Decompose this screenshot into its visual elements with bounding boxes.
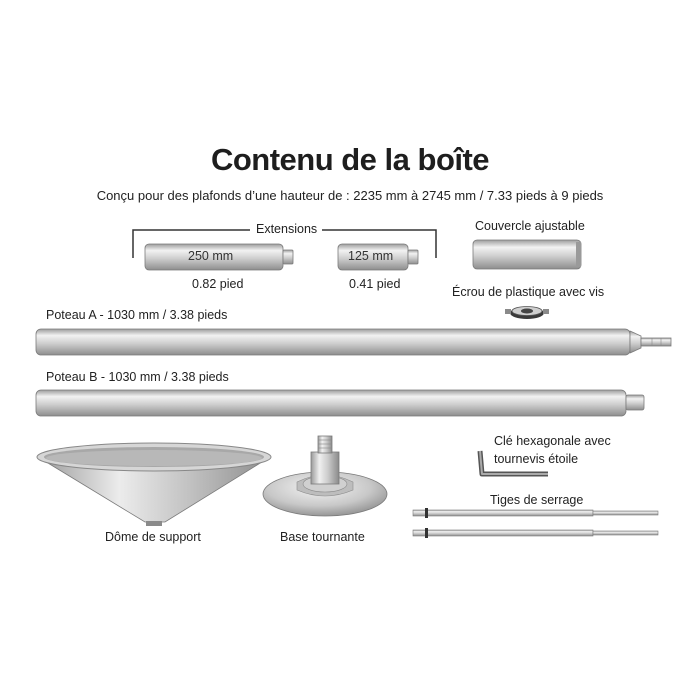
- extensions-label: Extensions: [256, 222, 318, 236]
- hex-key-label-line2: tournevis étoile: [494, 452, 579, 466]
- nut-label: Écrou de plastique avec vis: [452, 285, 605, 299]
- cover-label: Couvercle ajustable: [475, 219, 585, 233]
- page-subtitle: Conçu pour des plafonds d’une hauteur de : 2235 mm à 2745 mm / 7.33 pieds à 9 pieds: [96, 188, 604, 203]
- tightening-rod-1: [413, 508, 658, 518]
- page-title: Contenu de la boîte: [210, 142, 490, 177]
- extension-250-feet: 0.82 pied: [192, 277, 244, 291]
- hex-key-label-line1: Clé hexagonale avec: [494, 434, 611, 448]
- support-dome: [37, 443, 271, 526]
- extension-125-feet: 0.41 pied: [349, 277, 401, 291]
- rods-label: Tiges de serrage: [490, 493, 584, 507]
- base-label: Base tournante: [280, 530, 365, 544]
- tightening-rod-2: [413, 528, 658, 538]
- extension-125-length: 125 mm: [348, 249, 394, 263]
- adjustable-cover: [473, 240, 581, 269]
- pole-b: [36, 390, 644, 416]
- pole-a: [36, 329, 671, 355]
- dome-label: Dôme de support: [105, 530, 201, 544]
- swivel-base: [263, 436, 387, 516]
- pole-a-label: Poteau A - 1030 mm / 3.38 pieds: [46, 308, 228, 322]
- extension-250-length: 250 mm: [188, 249, 234, 263]
- pole-b-label: Poteau B - 1030 mm / 3.38 pieds: [46, 370, 229, 384]
- plastic-nut: [505, 307, 549, 320]
